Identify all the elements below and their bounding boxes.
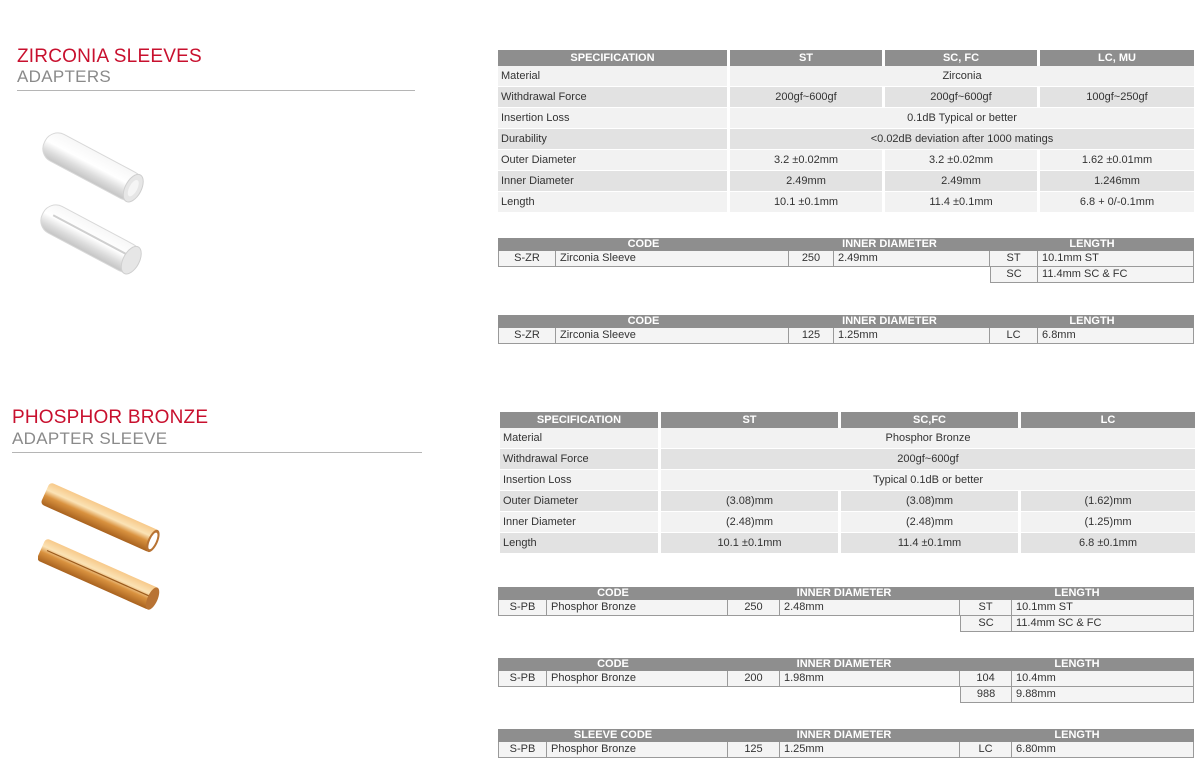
- spec-row-material: [500, 428, 1195, 449]
- code-header: CODE: [498, 315, 789, 328]
- diameter-code: 250: [728, 600, 780, 616]
- product-code: S-ZR: [498, 251, 556, 267]
- spec-row-outer: [498, 150, 1194, 171]
- length-value: 10.1mm ST: [1012, 600, 1194, 616]
- spec-header: ST: [730, 50, 882, 66]
- row-label: Withdrawal Force: [500, 449, 658, 470]
- code-header: INNER DIAMETER: [728, 658, 960, 671]
- spec-header: SPECIFICATION: [500, 412, 658, 428]
- code-header: INNER DIAMETER: [728, 587, 960, 600]
- bronze-code-table-1: [498, 587, 1194, 632]
- row-value: 0.1dB Typical or better: [730, 108, 1194, 129]
- length-code: SC: [990, 267, 1038, 283]
- spec-row-insertion: [500, 470, 1195, 491]
- diameter-code: 250: [789, 251, 834, 267]
- bronze-code-table-3: [498, 729, 1194, 758]
- row-value: (2.48)mm: [661, 512, 838, 533]
- row-value: 2.49mm: [730, 171, 882, 192]
- spec-header: SPECIFICATION: [498, 50, 727, 66]
- code-header: CODE: [498, 658, 728, 671]
- zirconia-divider: [17, 90, 415, 91]
- code-header: SLEEVE CODE: [498, 729, 728, 742]
- zirconia-code-table-1: [498, 238, 1194, 283]
- spec-header: LC: [1021, 412, 1195, 428]
- row-label: Insertion Loss: [500, 470, 658, 491]
- length-value: 6.80mm: [1012, 742, 1194, 758]
- spec-row-durability: [498, 129, 1194, 150]
- row-value: (1.62)mm: [1021, 491, 1195, 512]
- row-label: Durability: [498, 129, 727, 150]
- row-label: Inner Diameter: [498, 171, 727, 192]
- spec-row-outer: [500, 491, 1195, 512]
- bronze-subtitle: ADAPTER SLEEVE: [12, 429, 168, 448]
- row-value: 10.1 ±0.1mm: [661, 533, 838, 554]
- row-label: Withdrawal Force: [498, 87, 727, 108]
- length-value: 11.4mm SC & FC: [1038, 267, 1194, 283]
- row-value: 200gf~600gf: [885, 87, 1037, 108]
- spec-row-force: [500, 449, 1195, 470]
- table-row: [498, 687, 1194, 703]
- product-name: Zirconia Sleeve: [556, 328, 789, 344]
- row-value: 2.49mm: [885, 171, 1037, 192]
- length-code: 104: [960, 671, 1012, 687]
- row-value: 100gf~250gf: [1040, 87, 1194, 108]
- row-label: Length: [498, 192, 727, 213]
- code-header: LENGTH: [960, 587, 1194, 600]
- row-label: Material: [498, 66, 727, 87]
- spec-header: ST: [661, 412, 838, 428]
- product-name: Phosphor Bronze: [547, 600, 728, 616]
- row-value: 3.2 ±0.02mm: [885, 150, 1037, 171]
- spec-row-insertion: [498, 108, 1194, 129]
- spec-header: SC,FC: [841, 412, 1018, 428]
- zirconia-subtitle: ADAPTERS: [17, 67, 112, 86]
- row-value: 6.8 + 0/-0.1mm: [1040, 192, 1194, 213]
- diameter-value: 2.49mm: [834, 251, 990, 267]
- bronze-code-table-2: [498, 658, 1194, 703]
- row-value: 1.246mm: [1040, 171, 1194, 192]
- spec-row-force: [498, 87, 1194, 108]
- length-code: ST: [990, 251, 1038, 267]
- row-value: 3.2 ±0.02mm: [730, 150, 882, 171]
- row-label: Insertion Loss: [498, 108, 727, 129]
- product-name: Phosphor Bronze: [547, 671, 728, 687]
- spec-row-material: [498, 66, 1194, 87]
- spec-row-inner: [498, 171, 1194, 192]
- row-label: Outer Diameter: [498, 150, 727, 171]
- bronze-divider: [12, 452, 422, 453]
- row-value: 1.62 ±0.01mm: [1040, 150, 1194, 171]
- row-value: (3.08)mm: [661, 491, 838, 512]
- row-value: 11.4 ±0.1mm: [885, 192, 1037, 213]
- table-row: [498, 251, 1194, 267]
- bronze-spec-table: [497, 412, 1198, 554]
- table-row: [498, 328, 1194, 344]
- length-code: ST: [960, 600, 1012, 616]
- length-value: 10.1mm ST: [1038, 251, 1194, 267]
- code-header: LENGTH: [990, 315, 1194, 328]
- length-value: 6.8mm: [1038, 328, 1194, 344]
- diameter-code: 125: [728, 742, 780, 758]
- code-header: LENGTH: [960, 729, 1194, 742]
- row-value: (2.48)mm: [841, 512, 1018, 533]
- length-code: LC: [960, 742, 1012, 758]
- length-value: 11.4mm SC & FC: [1012, 616, 1194, 632]
- zirconia-code-table-2: [498, 315, 1194, 344]
- zirconia-spec-table: [495, 50, 1197, 213]
- bronze-sleeve-image: [38, 470, 173, 620]
- row-label: Outer Diameter: [500, 491, 658, 512]
- product-name: Zirconia Sleeve: [556, 251, 789, 267]
- row-label: Length: [500, 533, 658, 554]
- table-row: [498, 742, 1194, 758]
- table-row: [498, 267, 1194, 283]
- diameter-value: 2.48mm: [780, 600, 960, 616]
- table-row: [498, 600, 1194, 616]
- diameter-value: 1.98mm: [780, 671, 960, 687]
- row-value: Zirconia: [730, 66, 1194, 87]
- row-value: Phosphor Bronze: [661, 428, 1195, 449]
- length-value: 10.4mm: [1012, 671, 1194, 687]
- code-header: CODE: [498, 238, 789, 251]
- product-code: S-ZR: [498, 328, 556, 344]
- product-code: S-PB: [498, 600, 547, 616]
- code-header: INNER DIAMETER: [789, 238, 990, 251]
- product-code: S-PB: [498, 671, 547, 687]
- spec-row-length: [498, 192, 1194, 213]
- length-code: SC: [960, 616, 1012, 632]
- spec-header: SC, FC: [885, 50, 1037, 66]
- zirconia-sleeve-image: [40, 108, 170, 278]
- row-value: Typical 0.1dB or better: [661, 470, 1195, 491]
- row-value: 200gf~600gf: [661, 449, 1195, 470]
- code-header: INNER DIAMETER: [728, 729, 960, 742]
- table-row: [498, 616, 1194, 632]
- code-header: CODE: [498, 587, 728, 600]
- diameter-value: 1.25mm: [834, 328, 990, 344]
- length-code: 988: [960, 687, 1012, 703]
- length-value: 9.88mm: [1012, 687, 1194, 703]
- diameter-code: 125: [789, 328, 834, 344]
- row-label: Inner Diameter: [500, 512, 658, 533]
- diameter-value: 1.25mm: [780, 742, 960, 758]
- table-row: [498, 671, 1194, 687]
- bronze-title: PHOSPHOR BRONZE: [12, 407, 209, 428]
- row-value: 10.1 ±0.1mm: [730, 192, 882, 213]
- row-value: (3.08)mm: [841, 491, 1018, 512]
- row-value: 200gf~600gf: [730, 87, 882, 108]
- row-value: (1.25)mm: [1021, 512, 1195, 533]
- diameter-code: 200: [728, 671, 780, 687]
- spec-header: LC, MU: [1040, 50, 1194, 66]
- row-value: 11.4 ±0.1mm: [841, 533, 1018, 554]
- row-value: 6.8 ±0.1mm: [1021, 533, 1195, 554]
- length-code: LC: [990, 328, 1038, 344]
- code-header: INNER DIAMETER: [789, 315, 990, 328]
- code-header: LENGTH: [990, 238, 1194, 251]
- spec-row-length: [500, 533, 1195, 554]
- code-header: LENGTH: [960, 658, 1194, 671]
- row-label: Material: [500, 428, 658, 449]
- product-name: Phosphor Bronze: [547, 742, 728, 758]
- spec-row-inner: [500, 512, 1195, 533]
- product-code: S-PB: [498, 742, 547, 758]
- zirconia-title: ZIRCONIA SLEEVES: [17, 46, 202, 67]
- row-value: <0.02dB deviation after 1000 matings: [730, 129, 1194, 150]
